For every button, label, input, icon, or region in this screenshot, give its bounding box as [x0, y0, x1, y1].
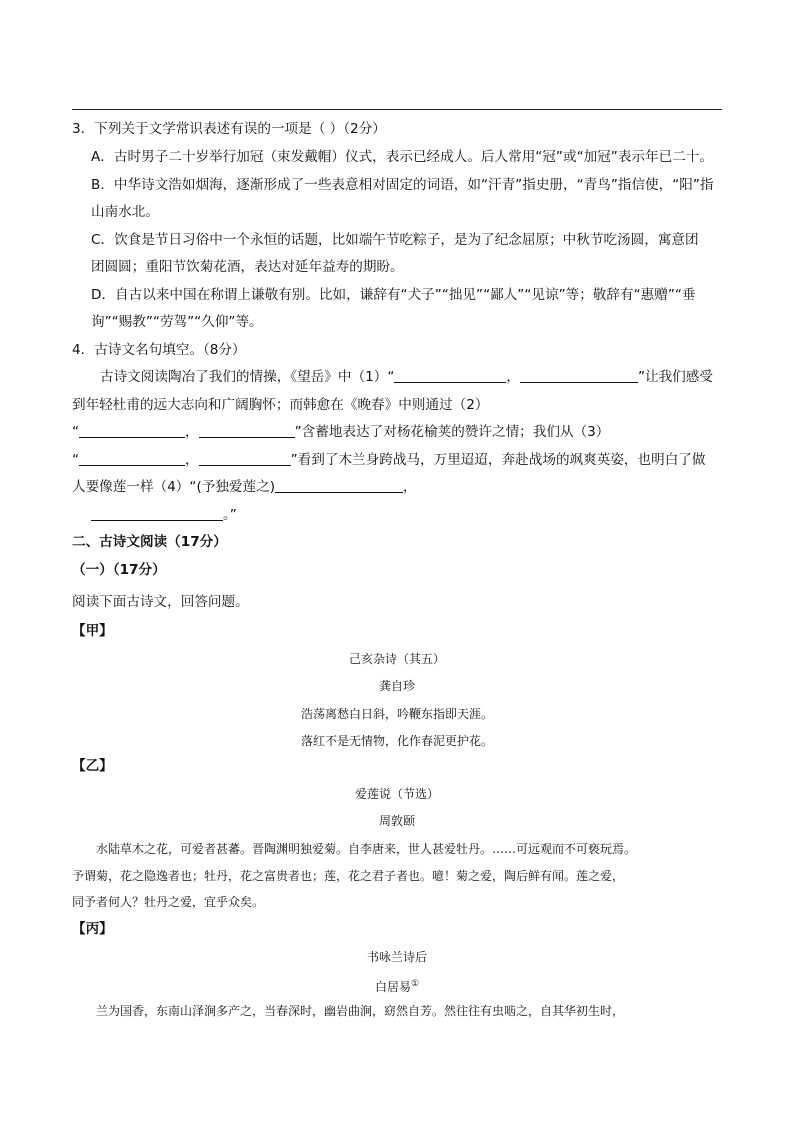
poem-line: 落红不是无情物，化作春泥更护花。: [300, 734, 493, 748]
q4-line2: 到年轻杜甫的远大志向和广阔胸怀；而韩愈在《晚春》中则通过（2）: [72, 397, 489, 413]
passage-tag-bing: 【丙】: [72, 921, 113, 937]
q3-option-b-line1: B．中华诗文浩如烟海，逐渐形成了一些表意相对固定的词语，如“汗青”指史册，“青鸟”指信使，“阳”指: [91, 177, 714, 193]
section-subtitle: （一）（17分）: [72, 562, 166, 578]
q3-option-d-line1: D．自古以来中国在称谓上谦敬有别。比如，谦辞有“犬子”“拙见”“鄙人”“见谅”等；敬辞有“惠赠”“垂: [91, 287, 696, 303]
fill-blank[interactable]: [199, 423, 295, 438]
fill-blank[interactable]: [199, 451, 291, 466]
q3-option-a: A．古时男子二十岁举行加冠（束发戴帽）仪式，表示已经成人。后人常用“冠”或“加冠”表示年已二十。: [91, 149, 713, 165]
passage-tag-jia: 【甲】: [72, 623, 113, 639]
fill-blank[interactable]: [520, 368, 638, 383]
footnote-marker: ①: [410, 979, 420, 989]
q4-line1: 古诗文阅读陶冶了我们的情操，《望岳》中（1）“ ， ”让我们感受: [100, 369, 713, 385]
section-title: 二、古诗文阅读（17分）: [72, 534, 227, 550]
prose-line: 同予者何人？牡丹之爱，宜乎众矣。: [72, 895, 265, 909]
q4-line6: 。”: [91, 506, 237, 524]
q4-line3: “ ， ”含蓄地表达了对杨花榆荚的赞许之情；我们从（3）: [72, 424, 610, 440]
q3-option-d-line2: 询”“赐教”“劳驾”“久仰”等。: [91, 314, 263, 330]
prose-title: 爱莲说（节选）: [354, 787, 439, 801]
prose-title: 书咏兰诗后: [366, 950, 427, 964]
q3-stem: 3．下列关于文学常识表述有误的一项是（ ）（2分）: [72, 121, 386, 137]
reading-instruction: 阅读下面古诗文，回答问题。: [72, 594, 249, 610]
fill-blank[interactable]: [79, 451, 185, 466]
poem-line: 浩荡离愁白日斜，吟鞭东指即天涯。: [300, 707, 493, 721]
prose-author: 周敦颐: [378, 814, 415, 828]
fill-blank[interactable]: [275, 478, 403, 493]
prose-line: 予谓菊，花之隐逸者也；牡丹，花之富贵者也；莲，花之君子者也。噫！菊之爱，陶后鲜有闻。莲之爱，: [72, 869, 625, 883]
q4-line5: 人要像莲一样（4）“(予独爱莲之) ，: [72, 479, 417, 495]
q4-stem: 4．古诗文名句填空。（8分）: [72, 342, 246, 358]
q3-option-c-line2: 团圆圆；重阳节饮菊花酒，表达对延年益寿的期盼。: [91, 259, 404, 275]
q3-option-c-line1: C．饮食是节日习俗中一个永恒的话题，比如端午节吃粽子，是为了纪念屈原；中秋节吃汤圆，寓意团: [91, 232, 699, 248]
prose-line: 兰为国香，东南山泽涧多产之，当春深时，幽岩曲涧，窈然自芳。然往往有虫啮之，自其华初生时，: [96, 1004, 625, 1018]
prose-line: 水陆草木之花，可爱者甚蕃。晋陶渊明独爱菊。自李唐来，世人甚爱牡丹。……可远观而不可亵玩焉。: [96, 842, 637, 856]
q3-option-b-line2: 山南水北。: [91, 204, 159, 220]
poem-title: 己亥杂诗（其五）: [348, 652, 445, 666]
prose-author: 白居易①: [374, 979, 420, 994]
q4-line4: “ ， ”看到了木兰身跨战马，万里迢迢，奔赴战场的飒爽英姿，也明白了做: [72, 452, 706, 468]
poem-author: 龚自珍: [378, 679, 415, 693]
fill-blank[interactable]: [91, 506, 223, 521]
passage-tag-yi: 【乙】: [72, 758, 113, 774]
fill-blank[interactable]: [79, 423, 185, 438]
fill-blank[interactable]: [394, 368, 506, 383]
header-rule: [72, 109, 722, 110]
